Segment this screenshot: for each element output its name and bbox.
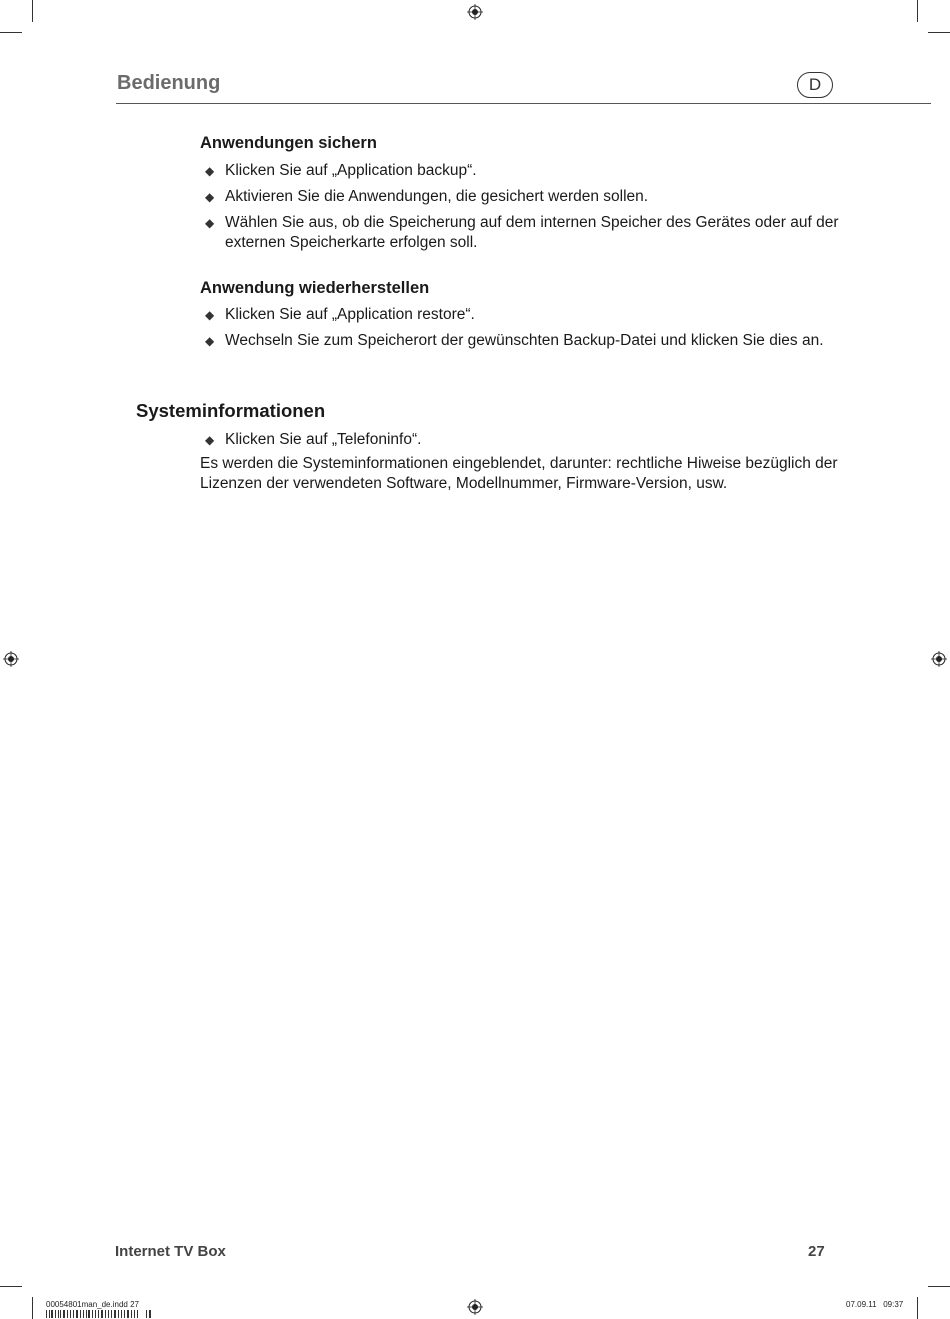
barcode-icon bbox=[46, 1310, 154, 1318]
page-number: 27 bbox=[808, 1243, 825, 1260]
diamond-bullet-icon: ◆ bbox=[205, 308, 215, 322]
restore-steps-list bbox=[200, 305, 840, 351]
registration-mark-icon bbox=[3, 651, 19, 667]
list-item-text: Klicken Sie auf „Application backup“. bbox=[225, 162, 477, 179]
print-slug-date bbox=[846, 1300, 903, 1309]
diamond-bullet-icon: ◆ bbox=[205, 216, 215, 230]
list-item-text: Aktivieren Sie die Anwendungen, die gesichert werden sollen. bbox=[225, 188, 649, 205]
diamond-bullet-icon: ◆ bbox=[205, 334, 215, 348]
backup-steps-list bbox=[200, 161, 840, 253]
sysinfo-paragraph: Es werden die Systeminformationen eingeblendet, darunter: rechtliche Hiweise bezüglich der Lizenzen der verwendeten Software, Modellnummer, Firmware-Version, usw. bbox=[200, 455, 838, 492]
list-item bbox=[200, 187, 840, 207]
registration-mark-icon bbox=[467, 4, 483, 20]
crop-mark bbox=[928, 32, 950, 33]
list-item-text: Wechseln Sie zum Speicherort der gewünschten Backup-Datei und klicken Sie dies an. bbox=[225, 332, 824, 349]
footer-product-name: Internet TV Box bbox=[115, 1243, 226, 1260]
list-item bbox=[200, 305, 840, 325]
list-item bbox=[200, 213, 840, 253]
list-item-text: Klicken Sie auf „Application restore“. bbox=[225, 306, 475, 323]
section-heading-restore: Anwendung wiederherstellen bbox=[200, 279, 430, 297]
crop-mark bbox=[917, 1297, 918, 1319]
crop-mark bbox=[0, 32, 22, 33]
sysinfo-steps-list bbox=[200, 430, 840, 450]
language-badge: D bbox=[797, 72, 833, 98]
registration-mark-icon bbox=[931, 651, 947, 667]
print-slug-time-value: 09:37 bbox=[883, 1300, 904, 1309]
list-item bbox=[200, 161, 840, 181]
crop-mark bbox=[917, 0, 918, 22]
list-item-text: Wählen Sie aus, ob die Speicherung auf dem internen Speicher des Gerätes oder auf der externen Speicherkarte erfolgen soll. bbox=[225, 214, 839, 251]
crop-mark bbox=[32, 1297, 33, 1319]
header-divider bbox=[116, 103, 931, 104]
page-header-title: Bedienung bbox=[117, 72, 221, 94]
crop-mark bbox=[0, 1286, 22, 1287]
list-item-text: Klicken Sie auf „Telefoninfo“. bbox=[225, 431, 422, 448]
registration-mark-icon bbox=[467, 1299, 483, 1315]
crop-mark bbox=[32, 0, 33, 22]
list-item bbox=[200, 430, 840, 450]
section-heading-backup: Anwendungen sichern bbox=[200, 134, 377, 152]
section-heading-sysinfo: Systeminformationen bbox=[136, 400, 326, 421]
diamond-bullet-icon: ◆ bbox=[205, 190, 215, 204]
diamond-bullet-icon: ◆ bbox=[205, 433, 215, 447]
diamond-bullet-icon: ◆ bbox=[205, 164, 215, 178]
print-slug-date-value: 07.09.11 bbox=[846, 1300, 877, 1309]
list-item bbox=[200, 331, 840, 351]
print-slug-filename: 00054801man_de.indd 27 bbox=[46, 1300, 139, 1309]
crop-mark bbox=[928, 1286, 950, 1287]
